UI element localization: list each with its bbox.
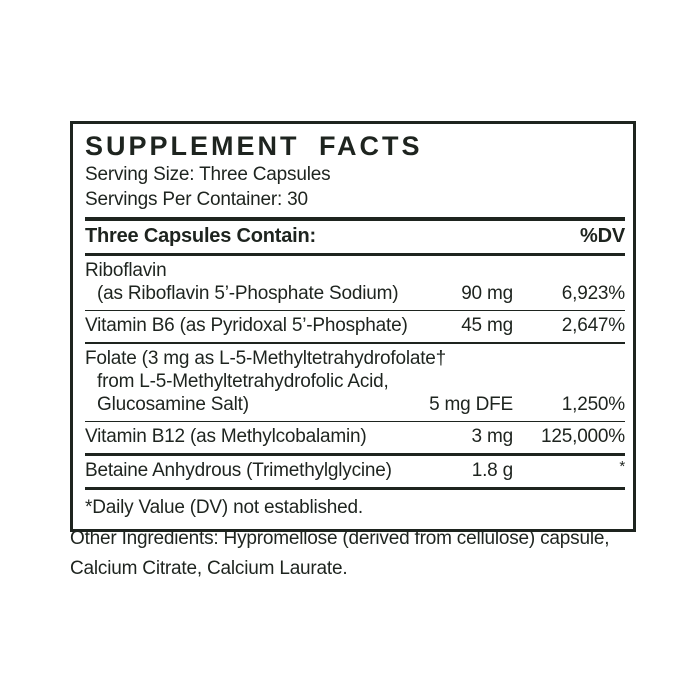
- nutrient-amount: 5 mg DFE: [429, 393, 513, 415]
- nutrient-value-line: [85, 314, 625, 337]
- servings-per-container-text: Servings Per Container: 30: [85, 189, 308, 210]
- nutrient-dv: 1,250%: [561, 393, 625, 415]
- nutrient-name: Vitamin B12 (as Methylcobalamin): [85, 426, 367, 447]
- nutrient-name-continued: (as Riboflavin 5’-Phosphate Sodium): [97, 282, 399, 304]
- nutrient-amount: 3 mg: [471, 426, 513, 447]
- nutrient-dv: 2,647%: [561, 315, 625, 336]
- nutrient-dv-asterisk: *: [619, 458, 625, 475]
- daily-value-footnote: *Daily Value (DV) not established.: [85, 497, 363, 518]
- column-header-dv: %DV: [580, 225, 625, 247]
- nutrient-amount: 90 mg: [461, 282, 513, 304]
- table-row-riboflavin: [85, 256, 625, 310]
- table-row-folate: [85, 344, 625, 421]
- supplement-facts-panel: [70, 121, 636, 532]
- nutrient-name: Vitamin B6 (as Pyridoxal 5’-Phosphate): [85, 315, 408, 336]
- nutrient-name: Betaine Anhydrous (Trimethylglycine): [85, 460, 392, 481]
- nutrient-name: Riboflavin: [85, 259, 167, 281]
- column-header-contains: Three Capsules Contain:: [85, 225, 316, 247]
- table-row-vitamin-b12: [85, 422, 625, 453]
- nutrient-dv: 125,000%: [541, 426, 625, 447]
- nutrient-name-continued: Glucosamine Salt): [97, 393, 249, 415]
- nutrient-value-line: [85, 459, 625, 482]
- nutrient-amount: 45 mg: [461, 315, 513, 336]
- nutrient-value-line: [85, 393, 625, 416]
- nutrient-amount: 1.8 g: [471, 460, 513, 481]
- panel-title: SUPPLEMENT FACTS: [85, 131, 423, 161]
- table-row-betaine: [85, 456, 625, 487]
- nutrient-value-line: [85, 425, 625, 448]
- nutrient-dv: 6,923%: [561, 282, 625, 304]
- serving-size-text: Serving Size: Three Capsules: [85, 164, 331, 185]
- other-ingredients-text: Other Ingredients: Hypromellose (derived from cellulose) capsule, Calcium Citrate, Calcium Laurate.: [70, 528, 610, 579]
- nutrient-name-continued: from L-5-Methyltetrahydrofolic Acid,: [97, 370, 389, 392]
- table-header-row: [85, 221, 625, 253]
- nutrient-name: Folate (3 mg as L-5-Methyltetrahydrofolate†: [85, 347, 447, 369]
- table-row-vitamin-b6: [85, 311, 625, 342]
- nutrient-value-line: [85, 282, 625, 305]
